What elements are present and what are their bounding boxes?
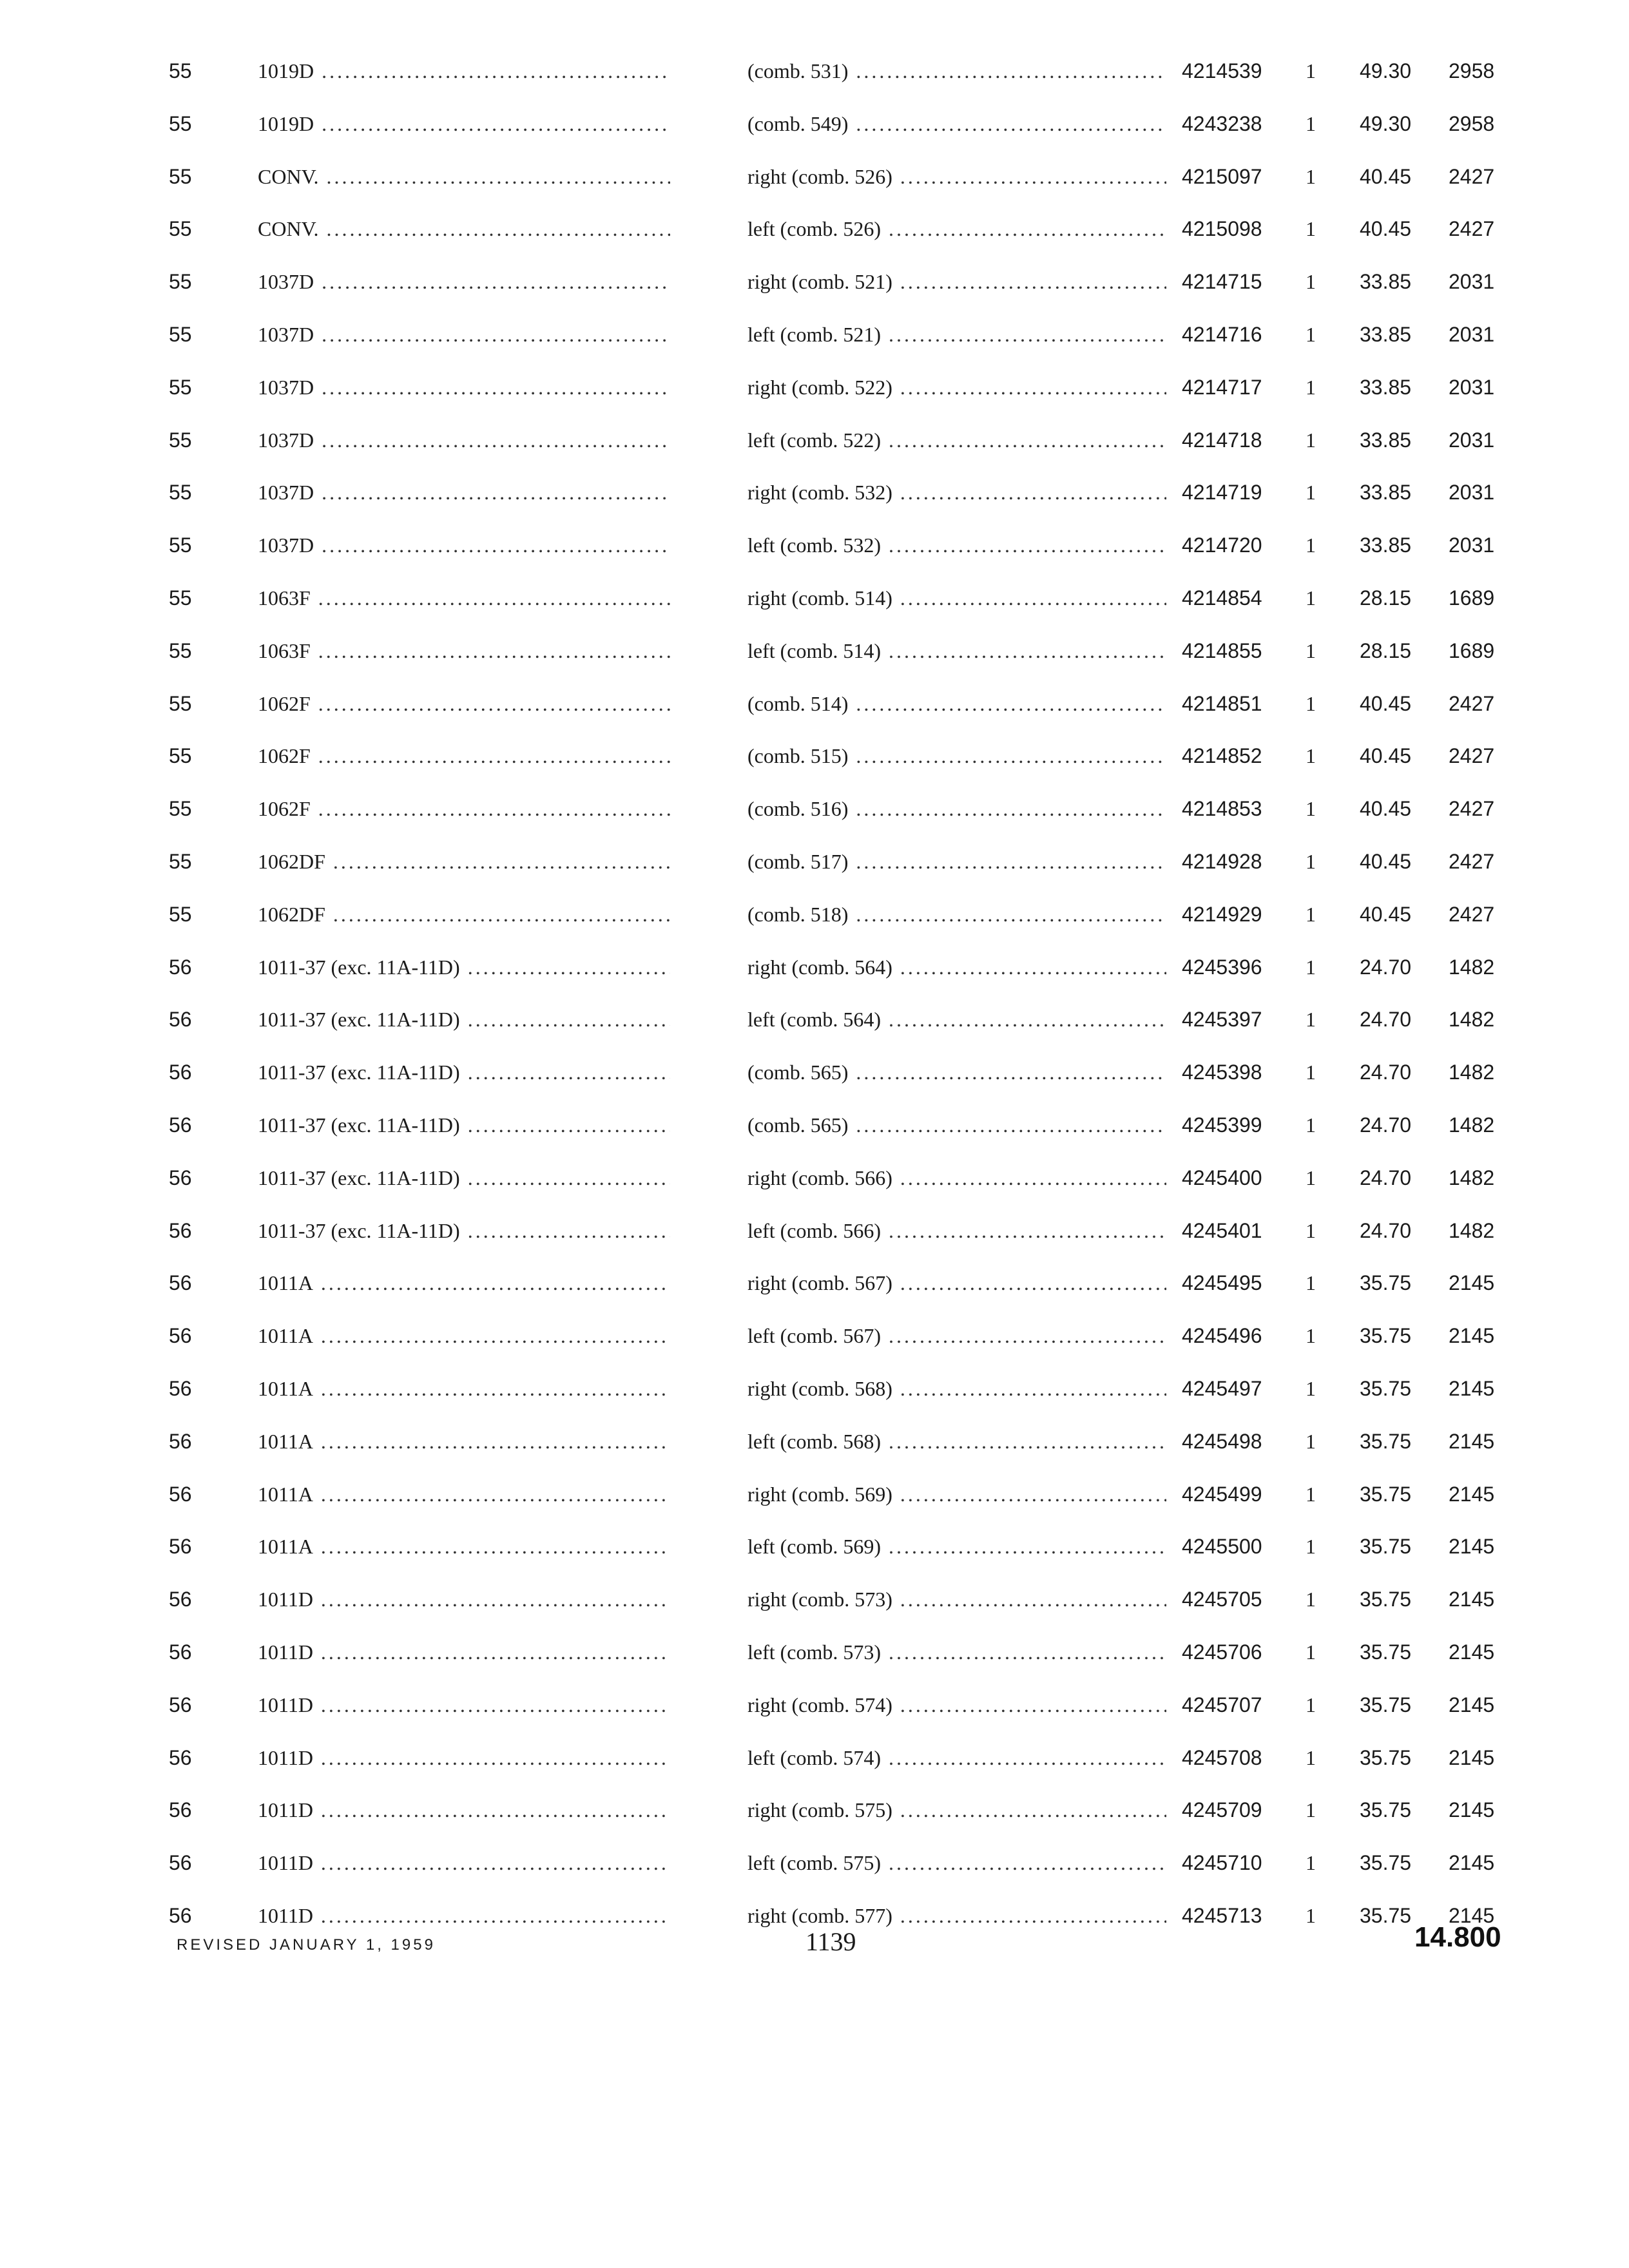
part-number-cell: 4214719 <box>1182 481 1262 505</box>
code-cell: 2031 <box>1449 323 1495 346</box>
table-row <box>0 1208 1629 1253</box>
model-cell: 1019D ..... <box>258 101 670 146</box>
quantity-cell: 1 <box>1306 1640 1316 1664</box>
model-cell: 1011D ..... <box>258 1735 670 1780</box>
quantity-cell: 1 <box>1306 1588 1316 1611</box>
model-cell: 1011-37 (exc. 11A-11D) ..... <box>258 945 670 990</box>
year-cell: 56 <box>169 955 192 979</box>
price-cell: 35.75 <box>1360 1640 1412 1664</box>
price-cell: 35.75 <box>1360 1745 1412 1769</box>
model-cell: 1063F ..... <box>258 628 670 673</box>
description-cell: right (comb. 573) ..... <box>747 1577 1166 1622</box>
quantity-cell: 1 <box>1306 428 1316 452</box>
quantity-cell: 1 <box>1306 744 1316 768</box>
year-cell: 55 <box>169 164 192 188</box>
description-cell: right (comb. 522) ..... <box>747 365 1166 410</box>
description-cell: right (comb. 568) ..... <box>747 1366 1166 1411</box>
table-row <box>0 1155 1629 1200</box>
price-cell: 33.85 <box>1360 270 1412 294</box>
code-cell: 2145 <box>1449 1324 1495 1348</box>
description-cell: right (comb. 574) ..... <box>747 1682 1166 1727</box>
year-cell: 55 <box>169 639 192 662</box>
table-row <box>0 312 1629 357</box>
part-number-cell: 4245705 <box>1182 1588 1262 1611</box>
price-cell: 40.45 <box>1360 850 1412 873</box>
price-cell: 35.75 <box>1360 1693 1412 1716</box>
code-cell: 2958 <box>1449 111 1495 135</box>
year-cell: 55 <box>169 59 192 82</box>
quantity-cell: 1 <box>1306 164 1316 188</box>
quantity-cell: 1 <box>1306 1218 1316 1242</box>
part-number-cell: 4245707 <box>1182 1693 1262 1716</box>
table-row <box>0 1419 1629 1464</box>
model-cell: 1062DF ..... <box>258 839 670 884</box>
price-cell: 24.70 <box>1360 1166 1412 1189</box>
model-cell: 1011D ..... <box>258 1893 670 1938</box>
model-cell: 1011A ..... <box>258 1419 670 1464</box>
part-number-cell: 4245498 <box>1182 1429 1262 1453</box>
description-cell: left (comb. 573) ..... <box>747 1629 1166 1675</box>
price-cell: 35.75 <box>1360 1377 1412 1400</box>
code-cell: 2427 <box>1449 902 1495 926</box>
price-cell: 24.70 <box>1360 1061 1412 1084</box>
year-cell: 56 <box>169 1588 192 1611</box>
quantity-cell: 1 <box>1306 1482 1316 1506</box>
model-cell: 1011D ..... <box>258 1629 670 1675</box>
year-cell: 55 <box>169 270 192 294</box>
price-cell: 40.45 <box>1360 164 1412 188</box>
price-cell: 35.75 <box>1360 1271 1412 1295</box>
table-row <box>0 1682 1629 1727</box>
description-cell: (comb. 515) ..... <box>747 733 1166 778</box>
part-number-cell: 4214853 <box>1182 797 1262 821</box>
model-cell: 1037D ..... <box>258 418 670 463</box>
description-cell: left (comb. 514) ..... <box>747 628 1166 673</box>
description-cell: (comb. 565) ..... <box>747 1050 1166 1095</box>
year-cell: 55 <box>169 428 192 452</box>
code-cell: 2427 <box>1449 691 1495 715</box>
code-cell: 2145 <box>1449 1482 1495 1506</box>
description-cell: right (comb. 532) ..... <box>747 470 1166 515</box>
price-cell: 35.75 <box>1360 1588 1412 1611</box>
year-cell: 56 <box>169 1851 192 1875</box>
part-number-cell: 4214928 <box>1182 850 1262 873</box>
code-cell: 2145 <box>1449 1693 1495 1716</box>
part-number-cell: 4245399 <box>1182 1113 1262 1137</box>
table-row <box>0 1050 1629 1095</box>
part-number-cell: 4214539 <box>1182 59 1262 82</box>
part-number-cell: 4245709 <box>1182 1798 1262 1822</box>
model-cell: 1011A ..... <box>258 1524 670 1569</box>
table-row <box>0 945 1629 990</box>
part-number-cell: 4245713 <box>1182 1904 1262 1927</box>
part-number-cell: 4215097 <box>1182 164 1262 188</box>
price-cell: 35.75 <box>1360 1535 1412 1559</box>
quantity-cell: 1 <box>1306 1904 1316 1927</box>
model-cell: 1011A ..... <box>258 1472 670 1517</box>
quantity-cell: 1 <box>1306 955 1316 979</box>
quantity-cell: 1 <box>1306 1008 1316 1032</box>
description-cell: left (comb. 526) ..... <box>747 206 1166 251</box>
price-cell: 35.75 <box>1360 1324 1412 1348</box>
price-cell: 35.75 <box>1360 1798 1412 1822</box>
code-cell: 2427 <box>1449 850 1495 873</box>
part-number-cell: 4245710 <box>1182 1851 1262 1875</box>
description-cell: right (comb. 567) ..... <box>747 1260 1166 1305</box>
code-cell: 2427 <box>1449 164 1495 188</box>
part-number-cell: 4245496 <box>1182 1324 1262 1348</box>
quantity-cell: 1 <box>1306 1693 1316 1716</box>
description-cell: right (comb. 566) ..... <box>747 1155 1166 1200</box>
code-cell: 2145 <box>1449 1640 1495 1664</box>
year-cell: 55 <box>169 481 192 505</box>
quantity-cell: 1 <box>1306 111 1316 135</box>
price-cell: 24.70 <box>1360 1008 1412 1032</box>
table-row <box>0 1840 1629 1885</box>
description-cell: right (comb. 526) ..... <box>747 154 1166 199</box>
code-cell: 2145 <box>1449 1377 1495 1400</box>
model-cell: 1062F ..... <box>258 681 670 726</box>
model-cell: 1011D ..... <box>258 1577 670 1622</box>
year-cell: 55 <box>169 533 192 557</box>
year-cell: 56 <box>169 1429 192 1453</box>
description-cell: left (comb. 521) ..... <box>747 312 1166 357</box>
model-cell: CONV. ..... <box>258 154 670 199</box>
part-number-cell: 4214929 <box>1182 902 1262 926</box>
price-cell: 49.30 <box>1360 59 1412 82</box>
price-cell: 33.85 <box>1360 481 1412 505</box>
table-row <box>0 1735 1629 1780</box>
part-number-cell: 4214715 <box>1182 270 1262 294</box>
code-cell: 1689 <box>1449 639 1495 662</box>
table-row <box>0 839 1629 884</box>
year-cell: 56 <box>169 1271 192 1295</box>
year-cell: 56 <box>169 1008 192 1032</box>
part-number-cell: 4215098 <box>1182 217 1262 241</box>
description-cell: left (comb. 567) ..... <box>747 1313 1166 1358</box>
table-row <box>0 786 1629 831</box>
code-cell: 2145 <box>1449 1851 1495 1875</box>
quantity-cell: 1 <box>1306 1377 1316 1400</box>
model-cell: 1011-37 (exc. 11A-11D) ..... <box>258 1102 670 1148</box>
description-cell: (comb. 517) ..... <box>747 839 1166 884</box>
year-cell: 56 <box>169 1640 192 1664</box>
description-cell: right (comb. 564) ..... <box>747 945 1166 990</box>
table-row <box>0 101 1629 146</box>
quantity-cell: 1 <box>1306 850 1316 873</box>
part-number-cell: 4243238 <box>1182 111 1262 135</box>
model-cell: 1037D ..... <box>258 523 670 568</box>
quantity-cell: 1 <box>1306 797 1316 821</box>
description-cell: (comb. 514) ..... <box>747 681 1166 726</box>
part-number-cell: 4245396 <box>1182 955 1262 979</box>
table-row <box>0 154 1629 199</box>
part-number-cell: 4245398 <box>1182 1061 1262 1084</box>
price-cell: 33.85 <box>1360 428 1412 452</box>
quantity-cell: 1 <box>1306 1061 1316 1084</box>
year-cell: 56 <box>169 1745 192 1769</box>
part-number-cell: 4245401 <box>1182 1218 1262 1242</box>
quantity-cell: 1 <box>1306 1798 1316 1822</box>
year-cell: 56 <box>169 1061 192 1084</box>
code-cell: 2145 <box>1449 1904 1495 1927</box>
description-cell: left (comb. 566) ..... <box>747 1208 1166 1253</box>
description-cell: left (comb. 568) ..... <box>747 1419 1166 1464</box>
quantity-cell: 1 <box>1306 639 1316 662</box>
model-cell: 1037D ..... <box>258 312 670 357</box>
price-cell: 33.85 <box>1360 375 1412 399</box>
description-cell: (comb. 531) ..... <box>747 48 1166 93</box>
page-number: 1139 <box>805 1927 856 1956</box>
code-cell: 2031 <box>1449 481 1495 505</box>
quantity-cell: 1 <box>1306 1271 1316 1295</box>
quantity-cell: 1 <box>1306 270 1316 294</box>
table-row <box>0 1313 1629 1358</box>
code-cell: 2145 <box>1449 1745 1495 1769</box>
price-cell: 24.70 <box>1360 1218 1412 1242</box>
model-cell: 1062DF ..... <box>258 892 670 937</box>
price-cell: 35.75 <box>1360 1851 1412 1875</box>
quantity-cell: 1 <box>1306 1324 1316 1348</box>
year-cell: 56 <box>169 1535 192 1559</box>
table-row <box>0 523 1629 568</box>
quantity-cell: 1 <box>1306 1166 1316 1189</box>
code-cell: 1689 <box>1449 586 1495 610</box>
model-cell: 1011-37 (exc. 11A-11D) ..... <box>258 997 670 1042</box>
part-number-cell: 4245708 <box>1182 1745 1262 1769</box>
table-row <box>0 206 1629 251</box>
model-cell: 1037D ..... <box>258 470 670 515</box>
table-row <box>0 418 1629 463</box>
quantity-cell: 1 <box>1306 586 1316 610</box>
part-number-cell: 4245497 <box>1182 1377 1262 1400</box>
price-cell: 28.15 <box>1360 586 1412 610</box>
model-cell: 1037D ..... <box>258 259 670 304</box>
description-cell: left (comb. 532) ..... <box>747 523 1166 568</box>
code-cell: 1482 <box>1449 1113 1495 1137</box>
code-cell: 2427 <box>1449 797 1495 821</box>
description-cell: right (comb. 521) ..... <box>747 259 1166 304</box>
table-row <box>0 575 1629 620</box>
year-cell: 55 <box>169 691 192 715</box>
table-row <box>0 628 1629 673</box>
table-row <box>0 733 1629 778</box>
code-cell: 2145 <box>1449 1271 1495 1295</box>
code-cell: 2145 <box>1449 1588 1495 1611</box>
year-cell: 55 <box>169 744 192 768</box>
table-row <box>0 470 1629 515</box>
table-row <box>0 681 1629 726</box>
table-row <box>0 1102 1629 1148</box>
year-cell: 55 <box>169 375 192 399</box>
quantity-cell: 1 <box>1306 533 1316 557</box>
price-cell: 33.85 <box>1360 533 1412 557</box>
description-cell: left (comb. 575) ..... <box>747 1840 1166 1885</box>
model-cell: 1011-37 (exc. 11A-11D) ..... <box>258 1050 670 1095</box>
part-number-cell: 4214855 <box>1182 639 1262 662</box>
description-cell: right (comb. 569) ..... <box>747 1472 1166 1517</box>
year-cell: 56 <box>169 1904 192 1927</box>
quantity-cell: 1 <box>1306 902 1316 926</box>
model-cell: CONV. ..... <box>258 206 670 251</box>
description-cell: right (comb. 577) ..... <box>747 1893 1166 1938</box>
description-cell: left (comb. 569) ..... <box>747 1524 1166 1569</box>
part-number-cell: 4245495 <box>1182 1271 1262 1295</box>
price-cell: 35.75 <box>1360 1429 1412 1453</box>
table-row <box>0 1260 1629 1305</box>
year-cell: 56 <box>169 1166 192 1189</box>
year-cell: 56 <box>169 1482 192 1506</box>
description-cell: left (comb. 522) ..... <box>747 418 1166 463</box>
table-row <box>0 997 1629 1042</box>
year-cell: 56 <box>169 1218 192 1242</box>
code-cell: 2031 <box>1449 270 1495 294</box>
description-cell: left (comb. 564) ..... <box>747 997 1166 1042</box>
table-row <box>0 1366 1629 1411</box>
model-cell: 1062F ..... <box>258 786 670 831</box>
model-cell: 1011A ..... <box>258 1366 670 1411</box>
code-cell: 2031 <box>1449 375 1495 399</box>
year-cell: 56 <box>169 1324 192 1348</box>
model-cell: 1037D ..... <box>258 365 670 410</box>
description-cell: (comb. 549) ..... <box>747 101 1166 146</box>
quantity-cell: 1 <box>1306 323 1316 346</box>
table-row <box>0 1524 1629 1569</box>
code-cell: 2427 <box>1449 217 1495 241</box>
price-cell: 40.45 <box>1360 691 1412 715</box>
quantity-cell: 1 <box>1306 1113 1316 1137</box>
year-cell: 55 <box>169 217 192 241</box>
code-cell: 2145 <box>1449 1798 1495 1822</box>
table-row <box>0 1629 1629 1675</box>
price-cell: 49.30 <box>1360 111 1412 135</box>
year-cell: 55 <box>169 902 192 926</box>
year-cell: 55 <box>169 797 192 821</box>
part-number-cell: 4245397 <box>1182 1008 1262 1032</box>
year-cell: 56 <box>169 1693 192 1716</box>
year-cell: 55 <box>169 850 192 873</box>
code-cell: 2145 <box>1449 1429 1495 1453</box>
code-cell: 2427 <box>1449 744 1495 768</box>
description-cell: (comb. 518) ..... <box>747 892 1166 937</box>
year-cell: 55 <box>169 586 192 610</box>
table-row <box>0 1577 1629 1622</box>
part-number-cell: 4214720 <box>1182 533 1262 557</box>
quantity-cell: 1 <box>1306 481 1316 505</box>
section-number: 14.800 <box>1414 1921 1501 1953</box>
price-cell: 40.45 <box>1360 797 1412 821</box>
price-cell: 40.45 <box>1360 217 1412 241</box>
table-row <box>0 259 1629 304</box>
model-cell: 1062F ..... <box>258 733 670 778</box>
year-cell: 55 <box>169 323 192 346</box>
model-cell: 1011-37 (exc. 11A-11D) ..... <box>258 1155 670 1200</box>
model-cell: 1063F ..... <box>258 575 670 620</box>
price-cell: 24.70 <box>1360 1113 1412 1137</box>
description-cell: (comb. 565) ..... <box>747 1102 1166 1148</box>
code-cell: 1482 <box>1449 1166 1495 1189</box>
table-row <box>0 1787 1629 1832</box>
price-cell: 24.70 <box>1360 955 1412 979</box>
part-number-cell: 4214851 <box>1182 691 1262 715</box>
table-row <box>0 892 1629 937</box>
table-row <box>0 48 1629 93</box>
price-cell: 33.85 <box>1360 323 1412 346</box>
code-cell: 1482 <box>1449 1061 1495 1084</box>
quantity-cell: 1 <box>1306 691 1316 715</box>
code-cell: 2145 <box>1449 1535 1495 1559</box>
quantity-cell: 1 <box>1306 217 1316 241</box>
price-cell: 35.75 <box>1360 1482 1412 1506</box>
price-cell: 40.45 <box>1360 744 1412 768</box>
quantity-cell: 1 <box>1306 1535 1316 1559</box>
part-number-cell: 4214852 <box>1182 744 1262 768</box>
model-cell: 1019D ..... <box>258 48 670 93</box>
quantity-cell: 1 <box>1306 1429 1316 1453</box>
part-number-cell: 4245400 <box>1182 1166 1262 1189</box>
revision-date: REVISED JANUARY 1, 1959 <box>177 1936 436 1954</box>
quantity-cell: 1 <box>1306 1745 1316 1769</box>
model-cell: 1011A ..... <box>258 1313 670 1358</box>
model-cell: 1011-37 (exc. 11A-11D) ..... <box>258 1208 670 1253</box>
price-cell: 40.45 <box>1360 902 1412 926</box>
description-cell: right (comb. 514) ..... <box>747 575 1166 620</box>
model-cell: 1011A ..... <box>258 1260 670 1305</box>
model-cell: 1011D ..... <box>258 1682 670 1727</box>
part-number-cell: 4245499 <box>1182 1482 1262 1506</box>
code-cell: 2031 <box>1449 428 1495 452</box>
code-cell: 1482 <box>1449 955 1495 979</box>
quantity-cell: 1 <box>1306 59 1316 82</box>
part-number-cell: 4245500 <box>1182 1535 1262 1559</box>
code-cell: 2031 <box>1449 533 1495 557</box>
part-number-cell: 4214716 <box>1182 323 1262 346</box>
part-number-cell: 4245706 <box>1182 1640 1262 1664</box>
part-number-cell: 4214718 <box>1182 428 1262 452</box>
quantity-cell: 1 <box>1306 375 1316 399</box>
description-cell: (comb. 516) ..... <box>747 786 1166 831</box>
table-row <box>0 1472 1629 1517</box>
model-cell: 1011D ..... <box>258 1787 670 1832</box>
price-cell: 28.15 <box>1360 639 1412 662</box>
year-cell: 55 <box>169 111 192 135</box>
code-cell: 1482 <box>1449 1218 1495 1242</box>
price-cell: 35.75 <box>1360 1904 1412 1927</box>
description-cell: left (comb. 574) ..... <box>747 1735 1166 1780</box>
part-number-cell: 4214854 <box>1182 586 1262 610</box>
code-cell: 1482 <box>1449 1008 1495 1032</box>
table-row <box>0 365 1629 410</box>
description-cell: right (comb. 575) ..... <box>747 1787 1166 1832</box>
year-cell: 56 <box>169 1377 192 1400</box>
year-cell: 56 <box>169 1113 192 1137</box>
year-cell: 56 <box>169 1798 192 1822</box>
code-cell: 2958 <box>1449 59 1495 82</box>
model-cell: 1011D ..... <box>258 1840 670 1885</box>
part-number-cell: 4214717 <box>1182 375 1262 399</box>
quantity-cell: 1 <box>1306 1851 1316 1875</box>
